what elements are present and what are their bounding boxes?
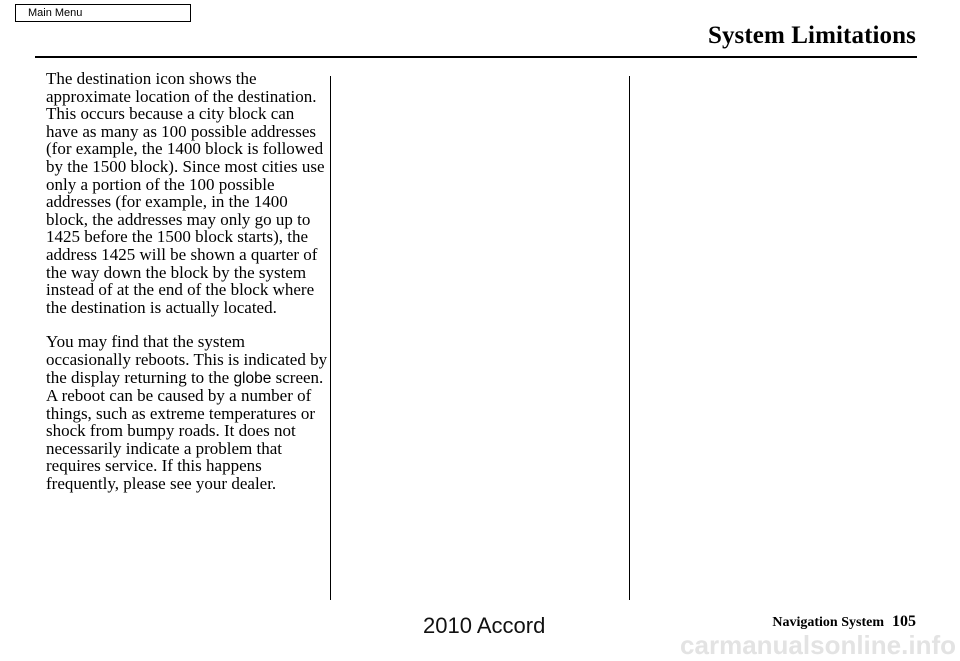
footer-section-label: Navigation System: [772, 615, 884, 630]
column-divider-left: [330, 76, 331, 600]
paragraph-text: You may find that the system occasionally reboots. This is indicated by the display returning to the: [46, 332, 328, 387]
page-number: 105: [892, 613, 916, 630]
main-menu-button[interactable]: Main Menu: [15, 4, 191, 22]
model-watermark: 2010 Accord: [423, 613, 546, 638]
site-watermark: carmanualsonline.info: [680, 630, 956, 660]
globe-term: globe: [233, 369, 272, 387]
paragraph-system-reboots: [46, 333, 328, 492]
paragraph-text: screen. A reboot can be caused by a number of things, such as extreme temperatures or shock from bumpy roads. It does not necessarily indicate a problem that requires service. If this happens frequently, please see your dealer.: [46, 367, 324, 494]
column-divider-right: [629, 76, 630, 600]
body-text-column: [46, 70, 328, 510]
paragraph-destination-icon: The destination icon shows the approximate location of the destination. This occurs because a city block can have as many as 100 possible addresses (for example, the 1400 block is followed by the 1500 block). Since most cities use only a portion of the 100 possible addresses (for example, in the 1400 block, the addresses may only go up to 1425 before the 1500 block starts), the address 1425 will be shown a quarter of the way down the block by the system instead of at the end of the block where the destination is actually located.: [46, 69, 325, 317]
page-footer: [772, 613, 916, 631]
page-title: System Limitations: [707, 22, 916, 49]
title-divider: [35, 56, 917, 58]
